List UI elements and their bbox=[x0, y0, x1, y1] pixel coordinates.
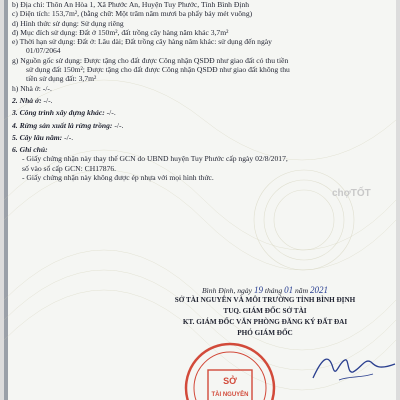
usage-purpose-line: đ) Mục đích sử dụng: Đất ở 150m², đất trồng cây hàng năm khác 3,7m² bbox=[12, 27, 229, 37]
house-line: h) Nhà ở: -/-. bbox=[12, 83, 52, 93]
origin-line: g) Nguồn gốc sử dụng: Được tặng cho đất được Công nhận QSDĐ như giao đất có thu tiền bbox=[12, 55, 289, 65]
issuing-department: SỞ TÀI NGUYÊN VÀ MÔI TRƯỜNG TỈNH BÌNH ĐỊNH bbox=[174, 296, 356, 304]
svg-text:SỞ: SỞ bbox=[223, 376, 237, 386]
certificate-page bbox=[4, 0, 396, 400]
section-house: 2. Nhà ở: -/-. bbox=[12, 95, 53, 105]
signature-block bbox=[134, 285, 396, 339]
area-line: c) Diện tích: 153,7m², (bằng chữ: Một trăm năm mươi ba phẩy bảy mét vuông) bbox=[12, 9, 253, 19]
svg-text:TÀI NGUYÊN: TÀI NGUYÊN bbox=[211, 392, 249, 398]
official-seal bbox=[182, 340, 278, 400]
note-replacement-number: số vào sổ cấp GCN: CH17876. bbox=[22, 163, 117, 173]
usage-term-date: 01/07/2064 bbox=[26, 46, 61, 56]
note-replacement: - Giấy chứng nhận này thay thế GCN do UBND huyện Tuy Phước cấp ngày 02/8/2017, bbox=[22, 154, 288, 164]
office-title: KT. GIÁM ĐỐC VĂN PHÒNG ĐĂNG KÝ ĐẤT ĐAI bbox=[182, 318, 348, 326]
certificate-body bbox=[12, 0, 390, 182]
signer-title: PHÓ GIÁM ĐỐC bbox=[237, 329, 293, 337]
section-perennial-trees: 5. Cây lâu năm: -/-. bbox=[12, 132, 74, 142]
origin-line-2: sử dụng đất 150m²; Được tặng cho đất được Công nhận QSDĐ như giao đất không thu bbox=[26, 65, 290, 75]
handwritten-signature bbox=[309, 348, 396, 388]
authorization-line: TUQ. GIÁM ĐỐC SỞ TÀI bbox=[223, 307, 307, 315]
section-notes: 6. Ghi chú: bbox=[12, 145, 48, 155]
section-other-construction: 3. Công trình xây dựng khác: -/-. bbox=[12, 108, 116, 118]
page-edge bbox=[4, 0, 8, 400]
issue-date: Bình Định, ngày 19 tháng 01 năm 2021 bbox=[202, 285, 328, 295]
usage-term-line: e) Thời hạn sử dụng: Đất ở: Lâu dài; Đất trồng cây hàng năm khác: sử dụng đến ngày bbox=[12, 37, 272, 47]
address-line: b) Địa chỉ: Thôn An Hòa 1, Xã Phước An, Huyện Tuy Phước, Tỉnh Bình Định bbox=[12, 0, 250, 9]
note-no-lamination: - Giấy chứng nhận này không được ép nhựa với mọi hình thức. bbox=[22, 173, 214, 183]
section-planted-forest: 4. Rừng sản xuất là rừng trồng: -/-. bbox=[12, 120, 124, 130]
usage-form-line: d) Hình thức sử dụng: Sử dụng riêng bbox=[12, 18, 124, 28]
chotot-watermark: chợTỐT bbox=[332, 188, 371, 199]
origin-line-3: tiền sử dụng đất: 3,7m² bbox=[26, 74, 97, 84]
